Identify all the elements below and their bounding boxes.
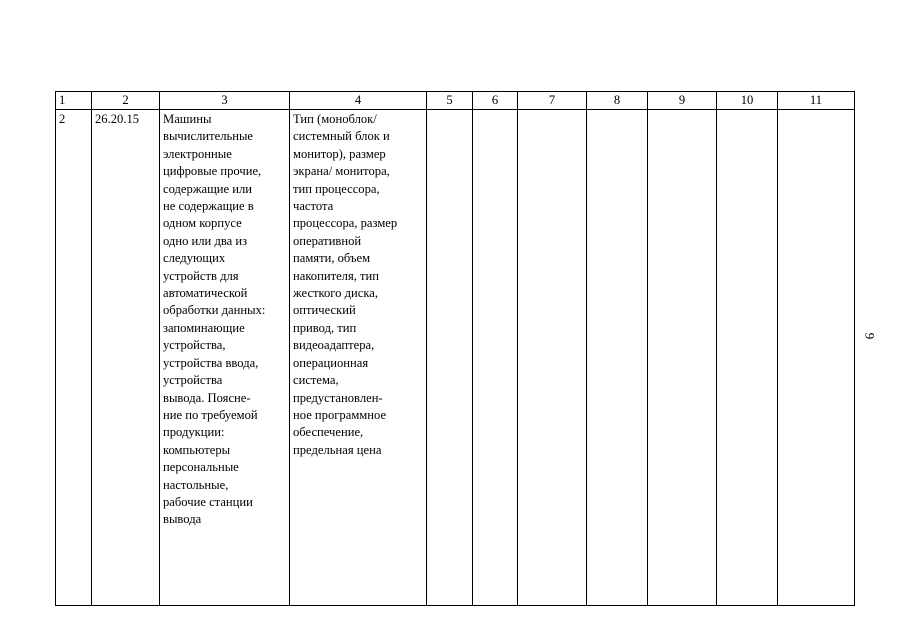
- empty-cell-6: [473, 110, 518, 606]
- cell-text-line: одном корпусе: [163, 216, 242, 231]
- header-col-3: 3: [160, 92, 290, 110]
- header-col-5: 5: [427, 92, 473, 110]
- cell-text-line: накопителя, тип: [293, 268, 380, 283]
- header-col-7: 7: [518, 92, 587, 110]
- cell-text-line: жесткого диска,: [293, 286, 379, 301]
- row-number-cell: 2: [56, 110, 92, 606]
- cell-text-line: предустановлен-: [293, 390, 383, 405]
- empty-cell-5: [427, 110, 473, 606]
- cell-text-line: электронные: [163, 146, 232, 161]
- characteristics-cell: [290, 110, 427, 606]
- cell-text-line: тип процессора,: [293, 181, 380, 196]
- cell-text-line: Тип (моноблок/: [293, 112, 377, 126]
- empty-cell-8: [587, 110, 648, 606]
- cell-text-line: привод, тип: [293, 320, 357, 335]
- cell-text-line: цифровые прочие,: [163, 164, 262, 179]
- header-col-9: 9: [648, 92, 717, 110]
- cell-text-line: вывода: [163, 512, 202, 527]
- header-col-1: 1: [56, 92, 92, 110]
- okpd-code-cell: 26.20.15: [92, 110, 160, 606]
- cell-text-line: настольные,: [163, 477, 229, 492]
- cell-text-line: автоматической: [163, 286, 248, 301]
- empty-cell-10: [717, 110, 778, 606]
- cell-text-line: ное программное: [293, 407, 387, 422]
- cell-text-line: видеоадаптера,: [293, 338, 375, 353]
- cell-text-line: частота: [293, 199, 334, 214]
- cell-text-line: компьютеры: [163, 442, 231, 457]
- header-row: [56, 92, 855, 110]
- cell-text-line: оперативной: [293, 233, 362, 248]
- cell-text-line: устройства,: [163, 338, 226, 353]
- cell-text-line: Машины: [163, 112, 212, 126]
- cell-text-line: устройства ввода,: [163, 355, 259, 370]
- cell-text-line: системный блок и: [293, 129, 390, 144]
- product-name-cell: [160, 110, 290, 606]
- cell-text-line: экрана/ монитора,: [293, 164, 390, 179]
- cell-text-line: вывода. Поясне-: [163, 390, 251, 405]
- cell-text-line: памяти, объем: [293, 251, 371, 266]
- cell-text-line: устройств для: [163, 268, 239, 283]
- cell-text-line: предельная цена: [293, 442, 382, 457]
- cell-text-line: процессора, размер: [293, 216, 398, 231]
- cell-text-line: оптический: [293, 303, 356, 318]
- cell-text-line: устройства: [163, 373, 223, 388]
- requirements-table: [55, 91, 855, 606]
- cell-text-line: продукции:: [163, 425, 225, 440]
- header-col-11: 11: [778, 92, 855, 110]
- header-col-4: 4: [290, 92, 427, 110]
- cell-text-line: обеспечение,: [293, 425, 364, 440]
- cell-text-line: ние по требуемой: [163, 407, 258, 422]
- cell-text-line: не содержащие в: [163, 199, 254, 214]
- cell-text-line: обработки данных:: [163, 303, 266, 318]
- cell-text-line: запоминающие: [163, 320, 245, 335]
- cell-text-line: операционная: [293, 355, 369, 370]
- header-col-6: 6: [473, 92, 518, 110]
- cell-text-line: персональные: [163, 460, 239, 475]
- cell-text-line: содержащие или: [163, 181, 253, 196]
- header-col-10: 10: [717, 92, 778, 110]
- cell-text-line: система,: [293, 373, 339, 388]
- cell-text-line: следующих: [163, 251, 226, 266]
- empty-cell-7: [518, 110, 587, 606]
- cell-text-line: одно или два из: [163, 233, 248, 248]
- page-number: 9: [862, 332, 878, 340]
- empty-cell-9: [648, 110, 717, 606]
- table-row: [56, 110, 855, 606]
- header-col-8: 8: [587, 92, 648, 110]
- empty-cell-11: [778, 110, 855, 606]
- cell-text-line: рабочие станции: [163, 494, 253, 509]
- cell-text-line: монитор), размер: [293, 146, 386, 161]
- cell-text-line: вычислительные: [163, 129, 254, 144]
- header-col-2: 2: [92, 92, 160, 110]
